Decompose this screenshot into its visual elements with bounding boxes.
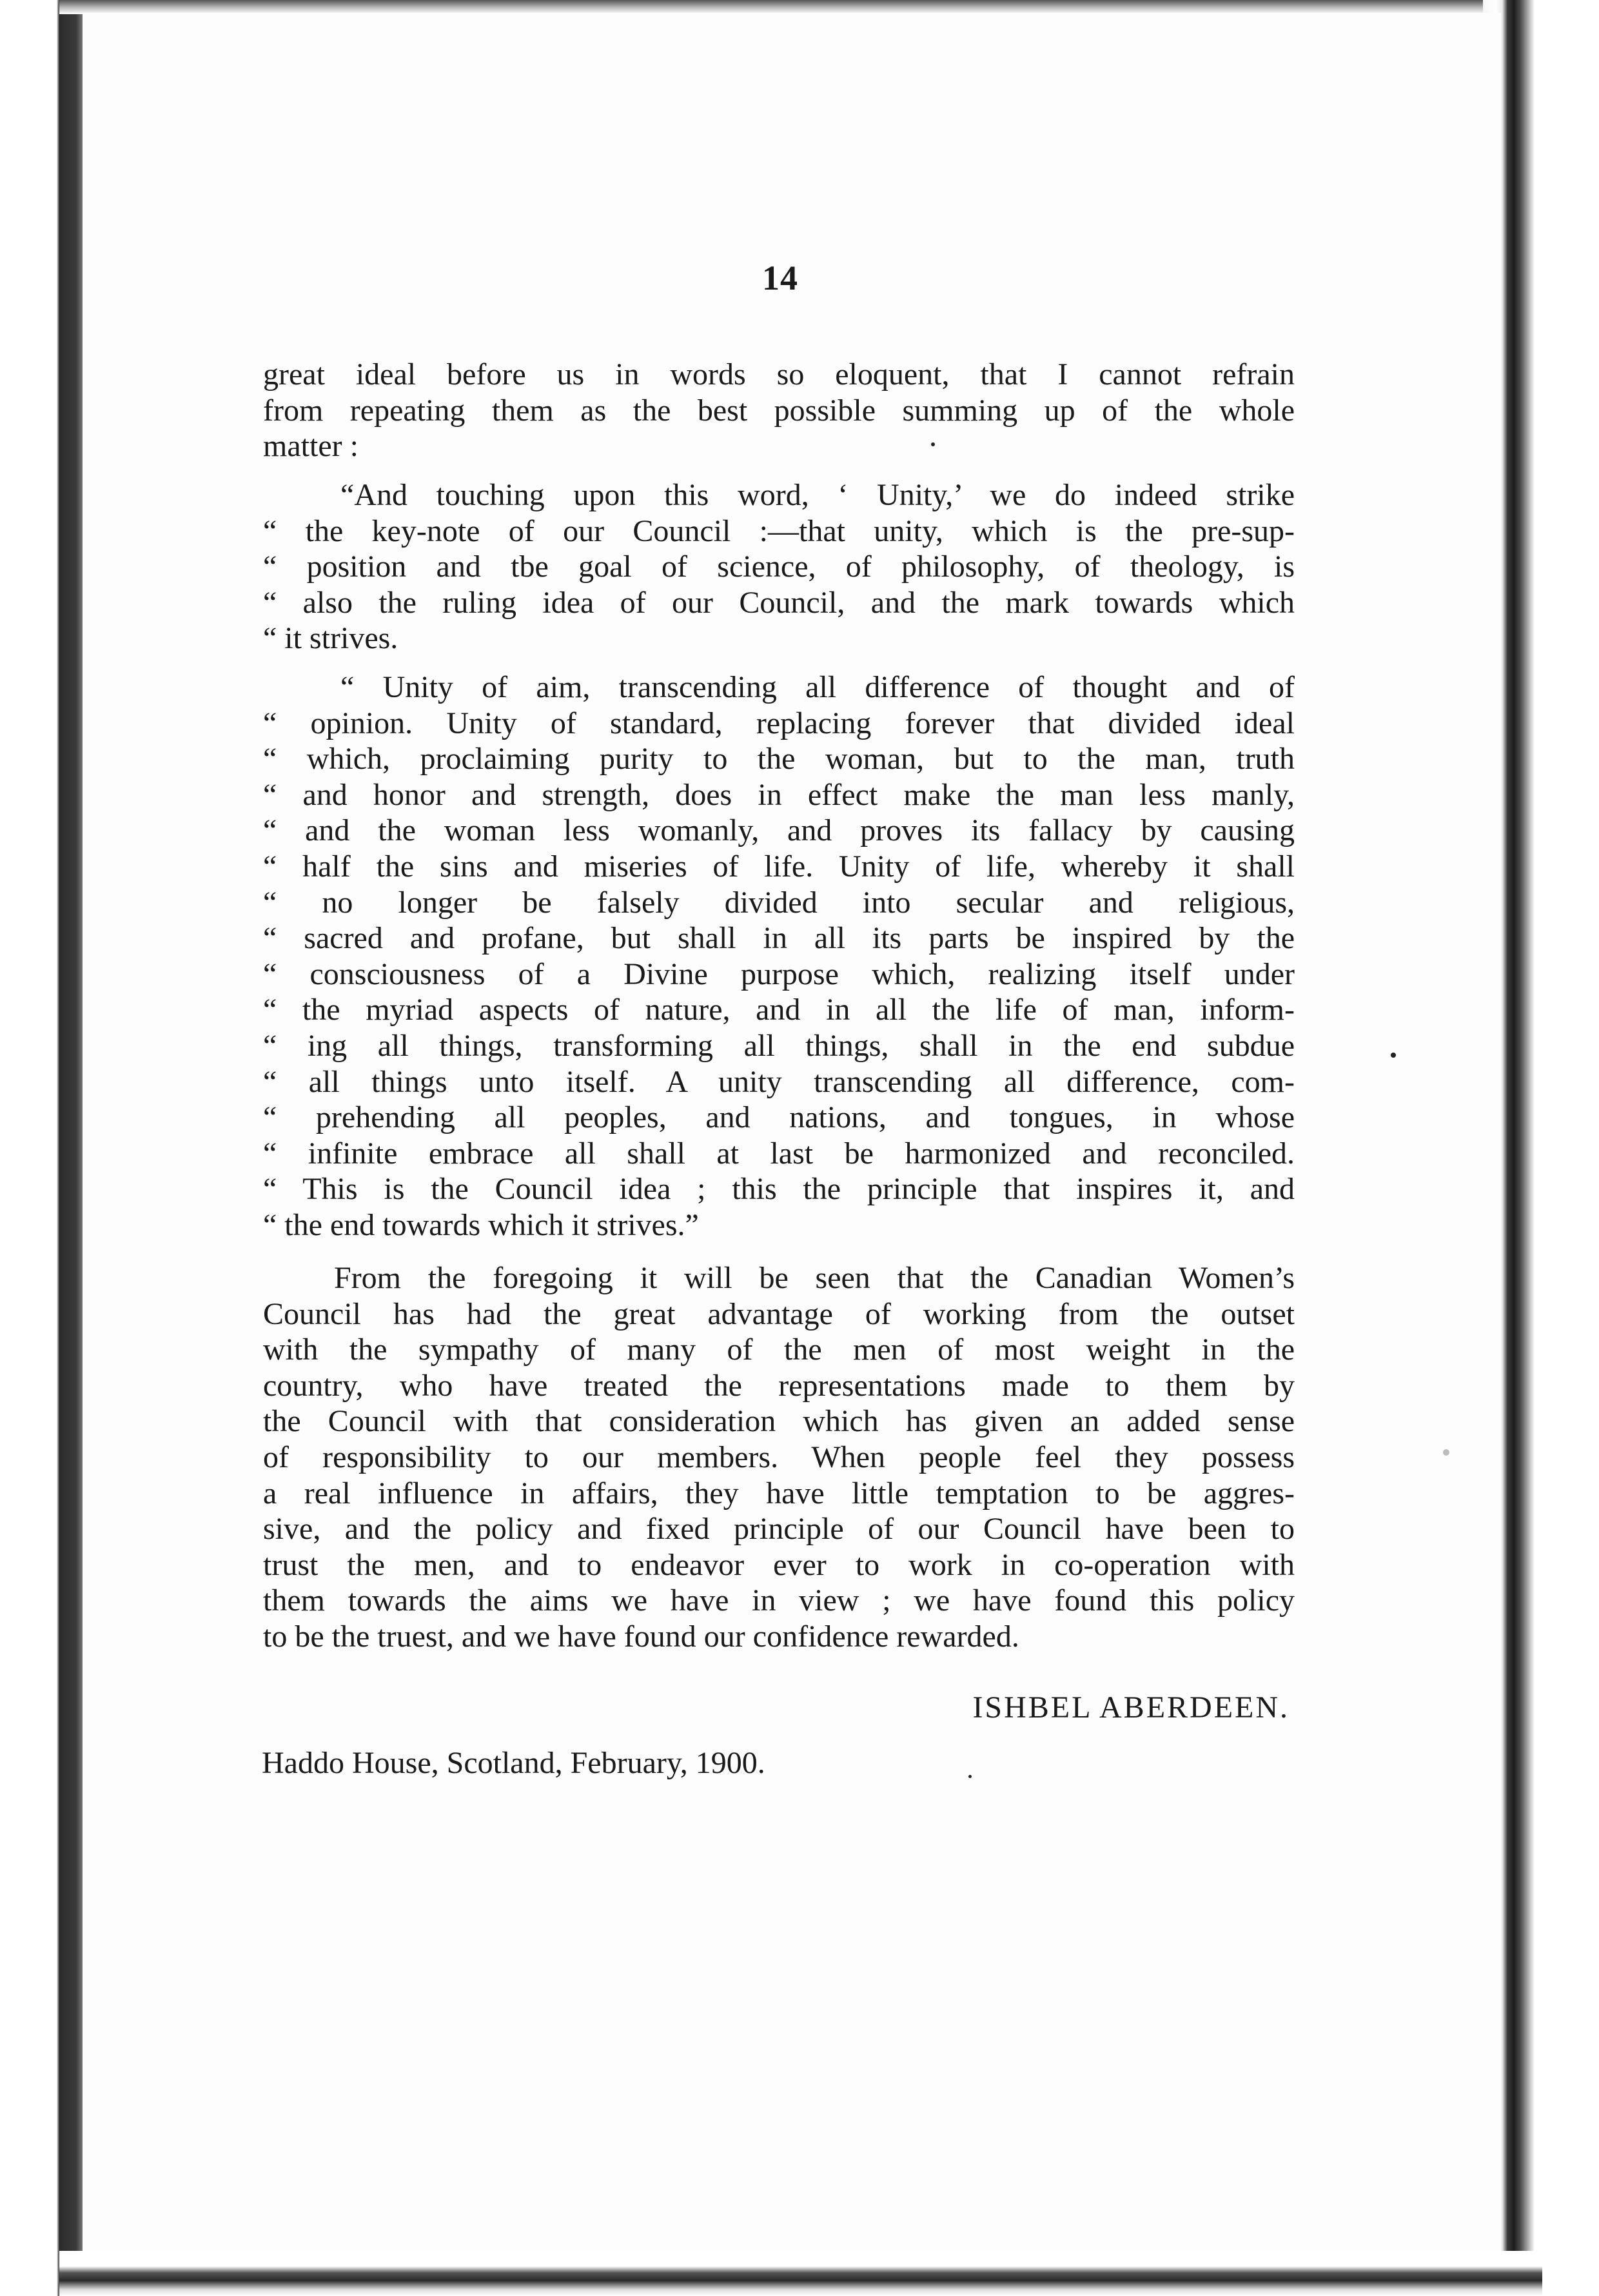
text-line: From the foregoing it will be seen that the Canadian Women’s — [334, 1261, 1295, 1295]
place-date-line: Haddo House, Scotland, February, 1900. — [262, 1746, 765, 1780]
text-line: “ This is the Council idea ; this the principle that inspires it, and — [263, 1172, 1295, 1207]
text-line: them towards the aims we have in view ; we have found this policy — [263, 1583, 1295, 1618]
scan-speck — [1443, 1449, 1449, 1456]
text-line: to be the truest, and we have found our confidence rewarded. — [263, 1619, 1019, 1654]
text-line: country, who have treated the representations made to them by — [263, 1368, 1295, 1403]
text-line: the Council with that consideration which has given an added sense — [263, 1404, 1295, 1439]
text-line: sive, and the policy and fixed principle of our Council have been to — [263, 1512, 1295, 1547]
text-line: “ sacred and profane, but shall in all its parts be inspired by the — [263, 921, 1295, 956]
scan-left-edge — [0, 0, 90, 2296]
text-line: “ also the ruling idea of our Council, and the mark towards which — [263, 585, 1295, 620]
text-line: “ the end towards which it strives.” — [263, 1207, 699, 1242]
text-line: matter : — [263, 429, 358, 464]
text-line: “ half the sins and miseries of life. Unity of life, whereby it shall — [263, 849, 1295, 884]
text-line: a real influence in affairs, they have little temptation to be aggres- — [263, 1476, 1295, 1510]
quote-paragraph-2 — [263, 669, 1295, 1243]
text-line: “ consciousness of a Divine purpose which, realizing itself under — [263, 956, 1295, 991]
text-line: “ and the woman less womanly, and proves its fallacy by causing — [263, 813, 1295, 848]
scan-top-edge — [59, 0, 1516, 14]
text-line: “ and honor and strength, does in effect make the man less manly, — [263, 777, 1295, 812]
page-number: 14 — [762, 259, 798, 297]
text-line: “ no longer be falsely divided into secular and religious, — [263, 885, 1295, 920]
text-line: with the sympathy of many of the men of most weight in the — [263, 1332, 1295, 1367]
text-line: Council has had the great advantage of working from the outset — [263, 1296, 1295, 1331]
text-line: “ prehending all peoples, and nations, and tongues, in whose — [263, 1100, 1295, 1135]
text-line: from repeating them as the best possible summing up of the whole — [263, 393, 1295, 428]
text-line: “ ing all things, transforming all things, shall in the end subdue — [263, 1028, 1295, 1063]
text-line: trust the men, and to endeavor ever to work in co-operation with — [263, 1547, 1295, 1582]
text-line: of responsibility to our members. When people feel they possess — [263, 1440, 1295, 1474]
text-line: great ideal before us in words so eloquent, that I cannot refrain — [263, 357, 1295, 391]
scan-speck — [1391, 1053, 1396, 1058]
scan-speck — [968, 1775, 972, 1778]
text-line: “And touching upon this word, ‘ Unity,’ we do indeed strike — [340, 478, 1295, 512]
quote-paragraph-1 — [263, 477, 1295, 657]
scan-bottom-edge — [59, 2251, 1542, 2296]
intro-paragraph — [263, 357, 1295, 464]
text-line: “ all things unto itself. A unity transcending all difference, com- — [263, 1064, 1295, 1099]
text-line: “ which, proclaiming purity to the woman, but to the man, truth — [263, 742, 1295, 777]
text-line: “ opinion. Unity of standard, replacing forever that divided ideal — [263, 706, 1295, 740]
text-line: “ it strives. — [263, 621, 398, 656]
closing-paragraph — [263, 1260, 1295, 1655]
scan-speck — [931, 442, 935, 446]
text-line: “ the key-note of our Council :—that unity, which is the pre-sup- — [263, 513, 1295, 548]
text-line: “ infinite embrace all shall at last be harmonized and reconciled. — [263, 1136, 1295, 1171]
text-line: “ position and tbe goal of science, of philosophy, of theology, is — [263, 549, 1295, 584]
text-line: “ the myriad aspects of nature, and in all the life of man, inform- — [263, 993, 1295, 1027]
signature: ISHBEL ABERDEEN. — [972, 1690, 1290, 1725]
text-line: “ Unity of aim, transcending all difference of thought and of — [340, 670, 1295, 704]
